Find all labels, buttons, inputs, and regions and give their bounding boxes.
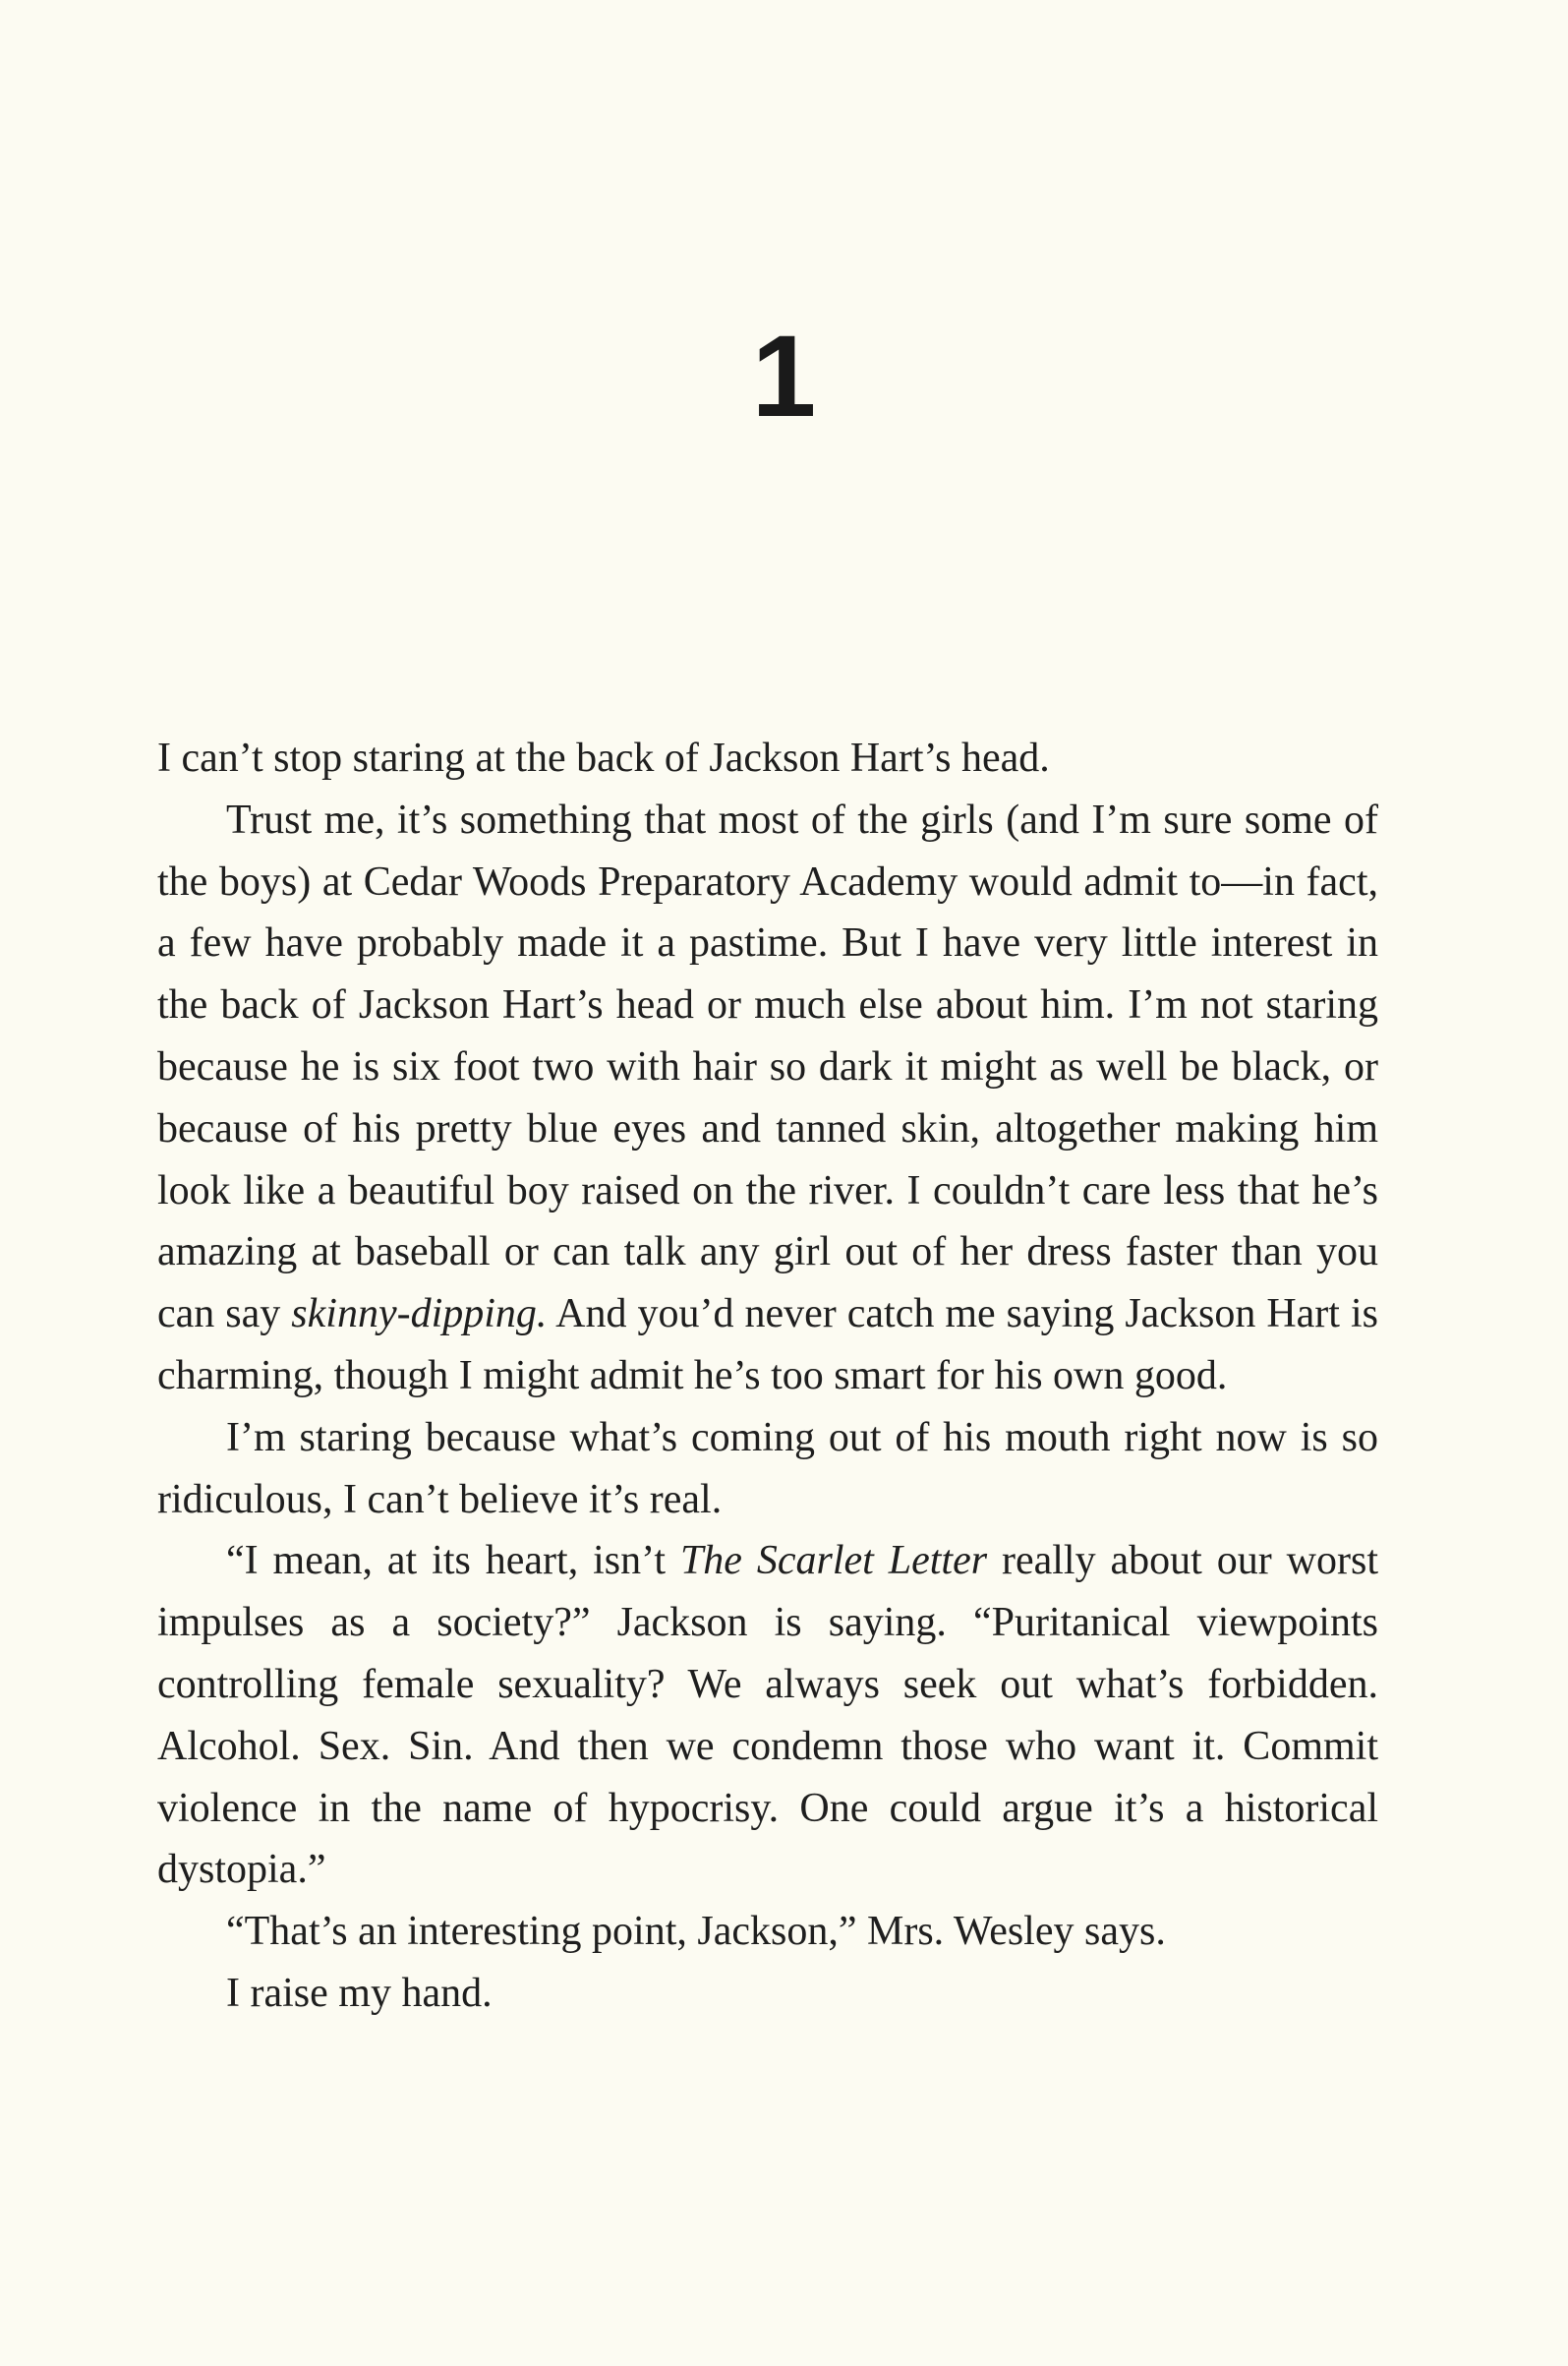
paragraph [157,1963,1378,2025]
paragraph-text: I can’t stop staring at the back of Jackson Hart’s head. [157,736,1050,781]
italic-phrase: skinny-dipping. [291,1291,548,1337]
paragraph [157,1407,1378,1531]
paragraph [157,728,1378,790]
paragraph [157,790,1378,1407]
paragraph [157,1901,1378,1963]
paragraph [157,1530,1378,1901]
chapter-body [157,728,1378,2025]
paragraph-text: “That’s an interesting point, Jackson,” Mrs. Wesley says. [226,1909,1166,1955]
paragraph-text: I raise my hand. [226,1970,493,2016]
paragraph-text: I’m staring because what’s coming out of his mouth right now is so ridiculous, I can’t believe it’s real. [157,1414,1378,1522]
chapter-number: 1 [751,312,817,442]
book-title: The Scarlet Letter [679,1538,988,1584]
paragraph-text: “I mean, at its heart, isn’t [226,1538,680,1584]
paragraph-text: Trust me, it’s something that most of the girls (and I’m sure some of the boys) at Cedar Woods Preparatory Academy would admit to—in fact, a few have probably made it a pastime. But I have very little interest in the back of Jackson Hart’s head or much else about him. I’m not staring because he is six foot two with hair so dark it might as well be black, or because of his pretty blue eyes and tanned skin, altogether making him look like a beautiful boy raised on the river. I couldn’t care less that he’s amazing at baseball or can talk any girl out of her dress faster than you can say [157,797,1378,1337]
paragraph-text: And you’d never catch me saying Jackson Hart is charming, though I might admit he’s too smart for his own good. [157,1291,1378,1398]
paragraph-text: really about our worst impulses as a society?” Jackson is saying. “Puritanical viewpoints controlling female sexuality? We always seek out what’s forbidden. Alcohol. Sex. Sin. And then we condemn those who want it. Commit violence in the name of hypocrisy. One could argue it’s a historical dystopia.” [157,1538,1378,1893]
